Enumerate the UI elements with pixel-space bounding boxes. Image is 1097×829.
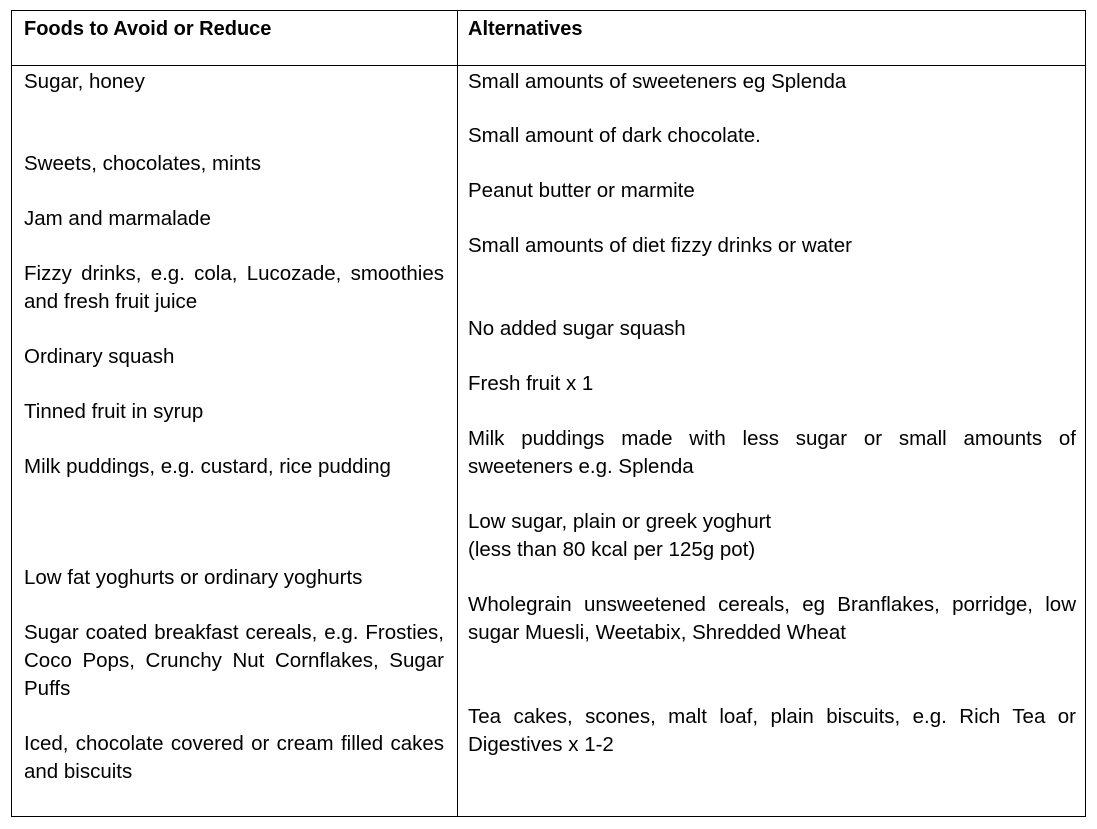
alternative-item: Small amounts of diet fizzy drinks or water [468, 234, 852, 257]
avoid-item: Sugar coated breakfast cereals, e.g. Frosties, Coco Pops, Crunchy Nut Cornflakes, Sugar Puffs [24, 621, 444, 700]
alternative-item: Tea cakes, scones, malt loaf, plain biscuits, e.g. Rich Tea or Digestives x 1-2 [468, 705, 1076, 756]
avoid-item: Ordinary squash [24, 345, 175, 368]
avoid-item: Fizzy drinks, e.g. cola, Lucozade, smoothies and fresh fruit juice [24, 262, 444, 313]
alternative-item: Wholegrain unsweetened cereals, eg Branflakes, porridge, low sugar Muesli, Weetabix, Shredded Wheat [468, 593, 1076, 644]
alternative-item: Peanut butter or marmite [468, 179, 695, 202]
alternative-item: Small amount of dark chocolate. [468, 124, 761, 147]
avoid-item: Low fat yoghurts or ordinary yoghurts [24, 566, 363, 589]
avoid-item: Iced, chocolate covered or cream filled cakes and biscuits [24, 732, 444, 783]
alternative-item: Fresh fruit x 1 [468, 372, 594, 395]
foods-table [11, 10, 1086, 817]
avoid-item: Sweets, chocolates, mints [24, 152, 261, 175]
header-foods-to-avoid: Foods to Avoid or Reduce [24, 18, 272, 40]
avoid-item: Tinned fruit in syrup [24, 400, 204, 423]
alternative-item: Milk puddings made with less sugar or small amounts of sweeteners e.g. Splenda [468, 427, 1076, 478]
alternative-item: Small amounts of sweeteners eg Splenda [468, 70, 847, 93]
alternative-item-note: (less than 80 kcal per 125g pot) [468, 538, 756, 561]
header-divider [12, 65, 1085, 66]
avoid-item: Milk puddings, e.g. custard, rice pudding [24, 455, 391, 478]
avoid-item: Sugar, honey [24, 70, 145, 93]
alternative-item: Low sugar, plain or greek yoghurt [468, 510, 772, 533]
alternative-item: No added sugar squash [468, 317, 686, 340]
column-divider [457, 11, 458, 816]
avoid-item: Jam and marmalade [24, 207, 211, 230]
header-alternatives: Alternatives [468, 18, 583, 40]
